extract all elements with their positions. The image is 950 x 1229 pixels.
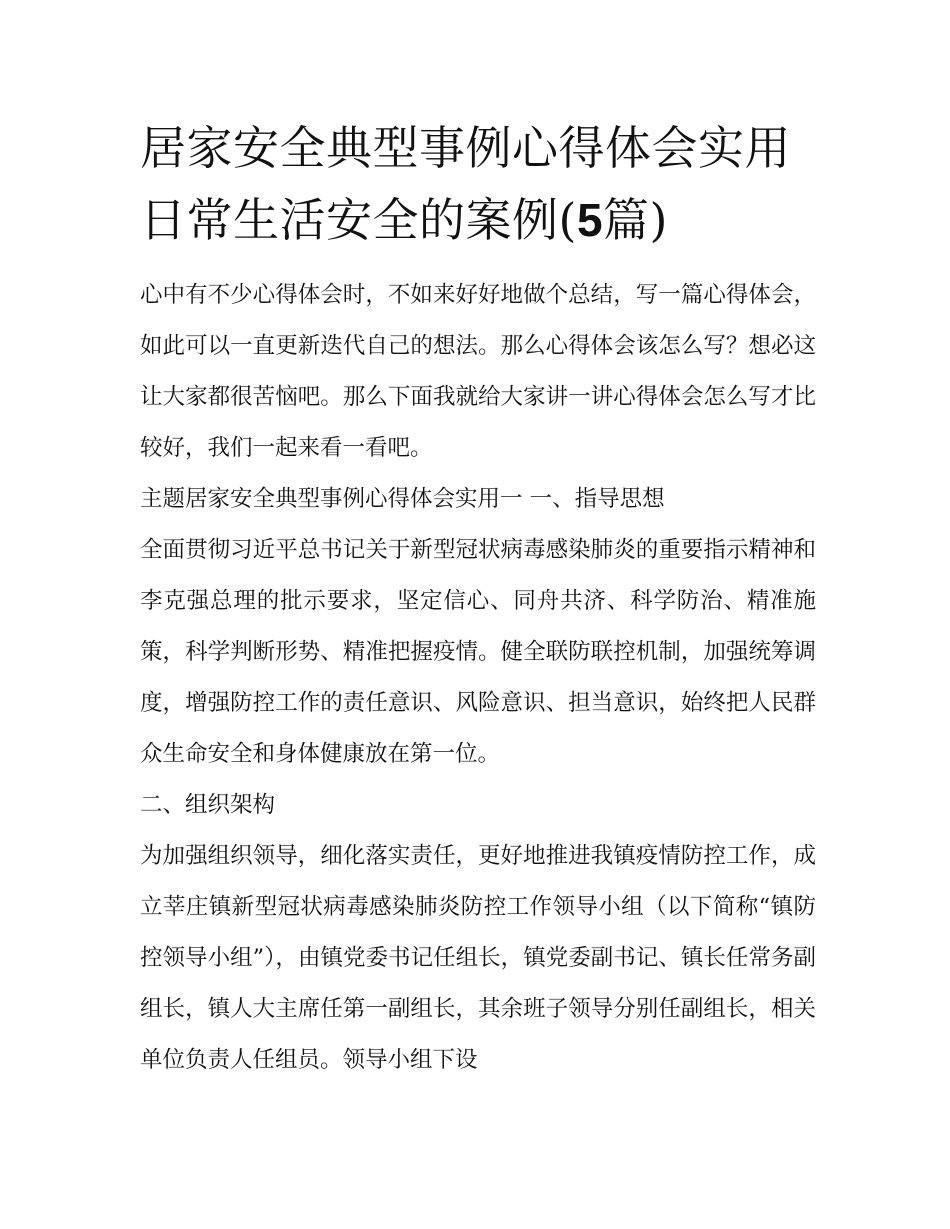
organization-paragraph: 为加强组织领导，细化落实责任，更好地推进我镇疫情防控工作，成立莘庄镇新型冠状病毒感染肺炎防控工作领导小组（以下简称“镇防控领导小组”），由镇党委书记任组长，镇党委副书记、镇长任常务副组长，镇人大主席任第一副组长，其余班子领导分别任副组长，相关单位负责人任组员。领导小组下设 — [140, 843, 816, 1073]
section-heading-guiding-ideology: 主题居家安全典型事例心得体会实用一 一、指导思想 — [140, 486, 665, 512]
title-text-part1: 居家安全典型事例心得体会实用 日常生活安全的案例( — [140, 121, 791, 247]
title-text-part2: 篇) — [603, 193, 668, 247]
title-number: 5 — [576, 194, 604, 246]
document-title — [140, 112, 816, 270]
guiding-ideology-paragraph: 全面贯彻习近平总书记关于新型冠状病毒感染肺炎的重要指示精神和李克强总理的批示要求，坚定信心、同舟共济、科学防治、精准施策，科学判断形势、精准把握疫情。健全联防联控机制，加强统筹调度，增强防控工作的责任意识、风险意识、担当意识，始终把人民群众生命安全和身体健康放在第一位。 — [140, 537, 816, 767]
intro-paragraph: 心中有不少心得体会时，不如来好好地做个总结，写一篇心得体会，如此可以一直更新迭代自己的想法。那么心得体会该怎么写？想必这让大家都很苦恼吧。那么下面我就给大家讲一讲心得体会怎么写才比较好，我们一起来看一看吧。 — [140, 282, 816, 461]
document-body — [140, 112, 816, 1086]
section-heading-organization: 二、组织架构 — [140, 792, 276, 818]
